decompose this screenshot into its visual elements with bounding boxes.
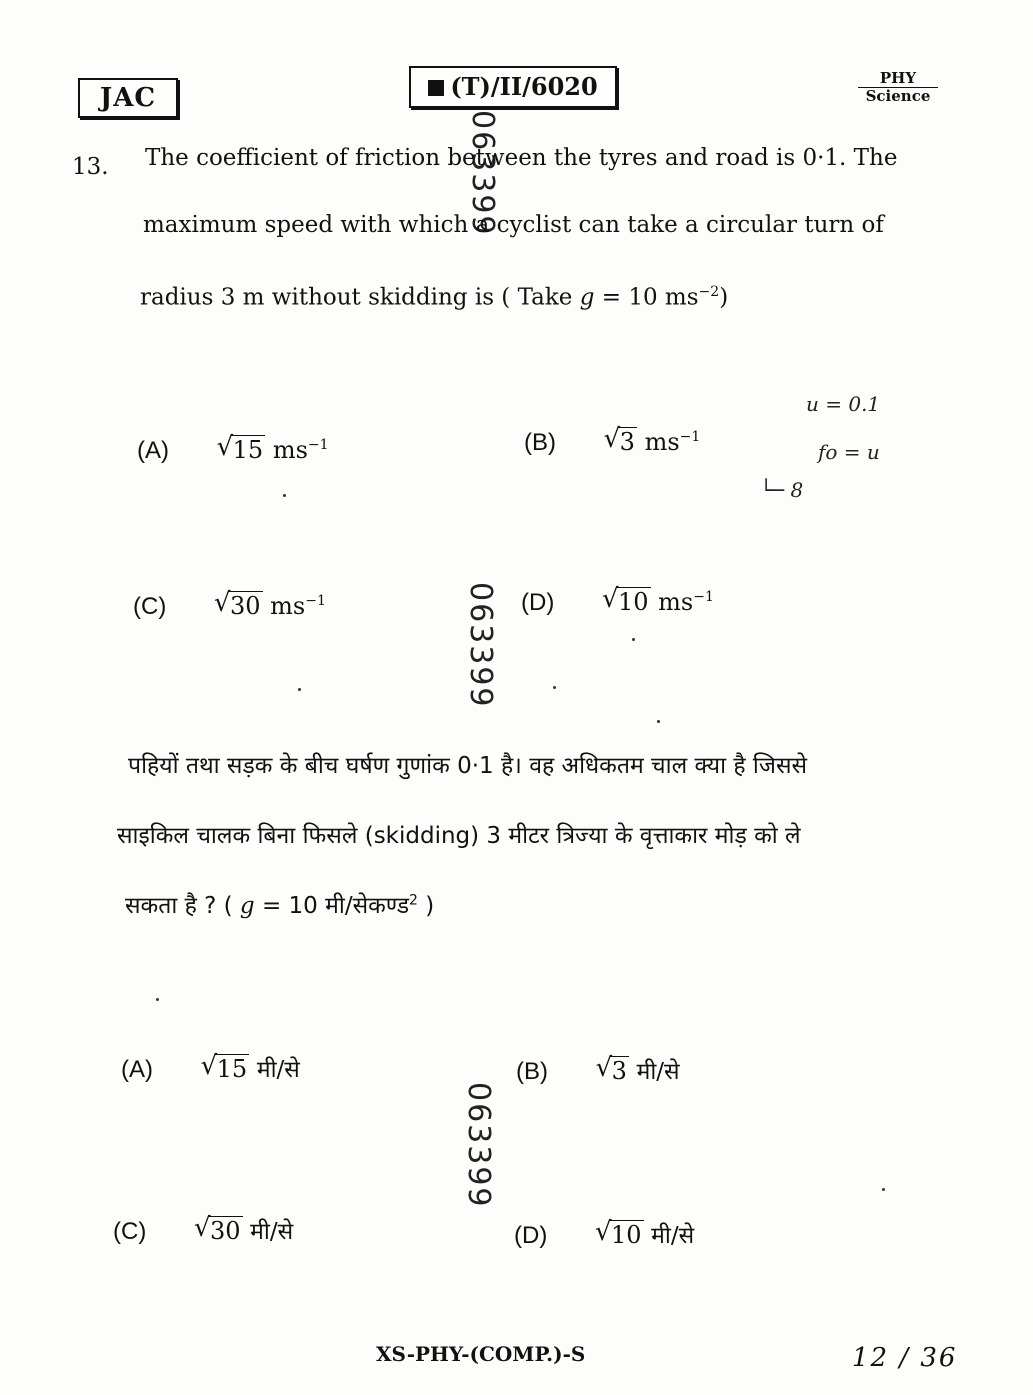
question-en-line3: radius 3 m without skidding is ( Take g = 10 $ms^{-2}$) — [140, 284, 729, 311]
scan-dot — [882, 1188, 885, 1191]
option-en-b: (B) √ 3 $ms^{-1}$ — [524, 424, 701, 456]
serial-stamp-bottom: 063399 — [461, 1082, 496, 1209]
paper-code-text: (T)/II/6020 — [450, 72, 598, 101]
subject-name: Science — [858, 87, 938, 105]
subject-block — [858, 70, 938, 105]
question-en-line1: The coefficient of friction between the tyres and road is 0·1. The — [145, 145, 898, 171]
option-hi-b: (B) √ 3 मी/से — [516, 1053, 680, 1085]
option-en-a: (A) √ 15 $ms^{-1}$ — [137, 432, 329, 464]
handwritten-note-1: u = 0.1 — [806, 392, 881, 416]
scan-dot — [657, 720, 660, 723]
board-label: JAC — [78, 78, 178, 118]
page-number: 12 / 36 — [852, 1343, 958, 1373]
handwritten-note-3: └─ 8 — [760, 478, 804, 502]
serial-stamp-middle: 063399 — [463, 582, 498, 709]
question-hi-line2: साइकिल चालक बिना फिसले (skidding) 3 मीटर त्रिज्या के वृत्ताकार मोड़ को ले — [117, 823, 801, 849]
question-hi-line3: सकता है ? ( g = 10 मी/सेकण्ड$^2$ ) — [125, 892, 435, 919]
question-number: 13. — [72, 154, 109, 180]
scan-dot — [632, 638, 635, 641]
question-hi-line1: पहियों तथा सड़क के बीच घर्षण गुणांक 0·1 है। वह अधिकतम चाल क्या है जिससे — [128, 753, 808, 779]
subject-code: PHY — [879, 69, 917, 87]
square-icon — [428, 80, 444, 96]
option-hi-d: (D) √ 10 मी/से — [514, 1217, 695, 1249]
paper-code — [409, 66, 617, 108]
option-en-d: (D) √ 10 $ms^{-1}$ — [521, 584, 714, 616]
scan-dot — [283, 494, 286, 497]
serial-stamp-top: 063399 — [465, 110, 500, 237]
question-en-line2: maximum speed with which a cyclist can take a circular turn of — [143, 212, 884, 238]
footer-code: XS-PHY-(COMP.)-S — [376, 1342, 586, 1366]
handwritten-note-2: fo = u — [818, 440, 880, 464]
scan-dot — [553, 686, 556, 689]
option-hi-a: (A) √ 15 मी/से — [121, 1051, 300, 1083]
option-en-c: (C) √ 30 $ms^{-1}$ — [133, 588, 326, 620]
scan-dot — [156, 998, 159, 1001]
option-hi-c: (C) √ 30 मी/से — [113, 1213, 294, 1245]
scan-dot — [298, 688, 301, 691]
